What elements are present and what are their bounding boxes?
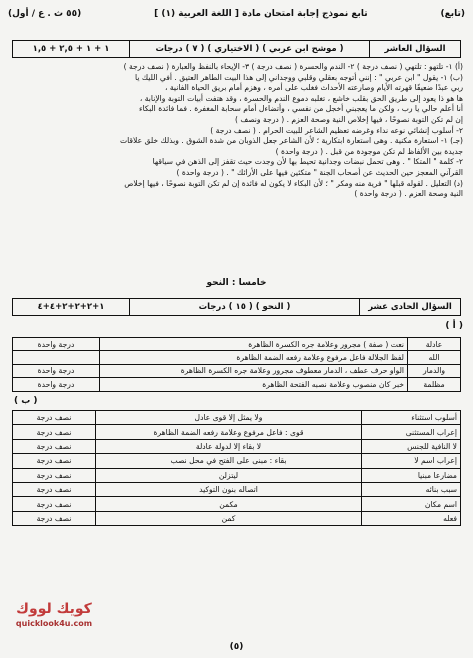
answer-line: ربي عبدًا ضعيفًا قهرته الأيام وصارعته الأحداث فغلب على أمره ، وهزم أمام بريق الحياة الفانية ، [164,83,463,93]
score-cell: نصف درجة [13,454,96,468]
answer-line: جديدة بين الألفاظ لم تكن موجودة من قبل . ( درجة واحدة ) [275,146,463,156]
score-cell: نصف درجة [13,482,96,496]
answer-cell: ليتزلن [96,468,362,482]
score-cell: نصف درجة [13,468,96,482]
description-cell: الواو حرف عطف ، الدمار معطوف مجرور وعلامة جره الكسرة الظاهرة [100,364,408,377]
score-cell: درجة واحدة [13,364,100,377]
score-cell: درجة واحدة [13,378,100,391]
word-cell: والدمار [408,364,461,377]
answer-line: النية وصحة العزم . ( درجة واحدة ) [354,189,463,199]
word-cell: مظلمة [408,378,461,391]
description-cell: نعت ( صفة ) مجرور وعلامة جره الكسرة الظاهرة [100,338,408,351]
item-cell: أسلوب استثناء [362,411,461,425]
answer-cell: مكمن [96,497,362,511]
table-row [13,454,461,468]
answer-line: ٢- كلمة " المتكا " . وهى تحمل نبضات وجدانية تحيط بها لأن وجدت حيث تقفز إلى الذهن في سياقها [152,157,463,167]
answer-cell: كمن [96,511,362,525]
score-cell: نصف درجة [13,497,96,511]
description-cell: خبر كان منصوب وعلامة نصبه الفتحة الظاهرة [100,378,408,391]
q11-marks: ١+٢+٢+٢+٤+٤ [37,302,105,312]
answer-line: القرآني المعجز حين الحديث عن أصحاب الجنة " متكئين فيها على الأرائك " . ( درجة واحدة ) [176,167,463,177]
logo-url: quicklook4u.com [15,619,93,628]
section-title: خامسا : النحو [206,278,267,288]
item-cell: إعراب اسم لا [362,454,461,468]
answer-cell: لا بقاء إلا لدولة عادلة [96,439,362,453]
answer-line: إن لم تكن التوبة نصوحًا ، فيها إخلاص النية وصحة العزم . ( درجة ونصف ) [234,114,463,124]
q10-answer-text [14,62,463,200]
q10-topic: ( موشح ابن عربي ) ( الاختياري ) ( ٧ ) درجات [129,41,369,57]
q11-bar [12,298,461,316]
page-header [8,6,465,22]
header-left: (٥٥ ث . ع / أول) [8,9,82,19]
score-cell: نصف درجة [13,425,96,439]
answer-cell: ولا يمثل إلا قوى عادل [96,411,362,425]
answer-cell: قوى : فاعل مرفوع وعلامة رفعه الضمة الظاهرة [96,425,362,439]
item-cell: سبب بنائه [362,482,461,496]
answer-line: ها هو ذا يعود إلى طريق الحق بقلب خاشع ، تغلبه دموع الندم والحسرة ، وقد هتفت أبيات التوبة والإنابة ، [139,93,463,103]
answer-line: (ب) ١- يقول " ابن عربي " : إنني أتوجه بعقلي وقلبي ووجداني إلى هذا البيت الطاهر العتيق . أفي الليك يا [135,72,463,82]
description-cell: لفظ الجلالة فاعل مرفوع وعلامة رفعه الضمة الظاهرة [100,351,408,364]
table-row [13,351,461,364]
header-right: (تابع) [440,9,465,19]
table-row [13,439,461,453]
table-row [13,411,461,425]
logo-text: كويك لووك [16,601,92,617]
q11-title: السؤال الحادى عشر [359,299,460,315]
part-a-label: ( أ ) [445,321,463,331]
table-row [13,338,461,351]
score-cell: نصف درجة [13,511,96,525]
answer-cell: اتصاله بنون التوكيد [96,482,362,496]
word-cell: الله [408,351,461,364]
table-row [13,468,461,482]
answer-cell: بقاء : مبنى على الفتح في محل نصب [96,454,362,468]
header-title: تابع نموذج إجابة امتحان مادة [ اللغة العربية (١) ] [154,9,368,19]
item-cell: إعراب المستثنى [362,425,461,439]
answer-line: (د) التعليل . لقوله قبلها " فرية منه ومكر " ؛ لأن البكاء لا يكون له فائدة إن لم تكن التوبة نصوحًا ، فيها إخلاص [124,178,463,188]
q10-title: السؤال العاشر [369,41,460,57]
q10-marks: ١ + ١ + ٢,٥ + ١,٥ [32,44,110,54]
site-watermark-logo [6,601,102,628]
table-row [13,511,461,525]
answer-line: (أ) ١- تلتهو : تلتهي ( نصف درجة ) ٢- الندم والحسرة ( نصف درجة ) ٣- الإيحاء بالنفظ والعبارة ( نصف درجة ) [123,62,463,71]
score-cell: نصف درجة [13,439,96,453]
score-cell: نصف درجة [13,411,96,425]
item-cell: فعله [362,511,461,525]
word-cell: عادلة [408,338,461,351]
table-b [12,410,461,526]
table-row [13,425,461,439]
item-cell: لا النافية للجنس [362,439,461,453]
page-number: (٥) [229,642,244,652]
table-row [13,497,461,511]
part-b-label: ( ب ) [14,396,38,406]
score-cell [13,351,100,364]
table-row [13,378,461,391]
q11-topic: ( النحو ) ( ١٥ ) درجات [129,299,359,315]
answer-line: (جـ) ١- استعارة مكنية . وهى استعارة ابتكارية ؛ لأن الشاعر جعل الذوبان من شدة الشوق . وبذلك خلق علاقات [119,136,463,146]
answer-line: ٢- أسلوب إنشائي نوعه نداء وغرضه تعظيم الشاعر للبيت الحرام . ( نصف درجة ) [210,125,463,135]
item-cell: مضارعا مبنيا [362,468,461,482]
table-row [13,364,461,377]
table-row [13,482,461,496]
q10-bar [12,40,461,58]
item-cell: اسم مكان [362,497,461,511]
score-cell: درجة واحدة [13,338,100,351]
table-a [12,337,461,392]
answer-line: أنا أعلم حالي يا رب ، ولكن ما يعجبني أخجل من نفسي ، وأتضاءل أمام سحابة المغفرة . فما فائدة البكاء [139,104,463,114]
